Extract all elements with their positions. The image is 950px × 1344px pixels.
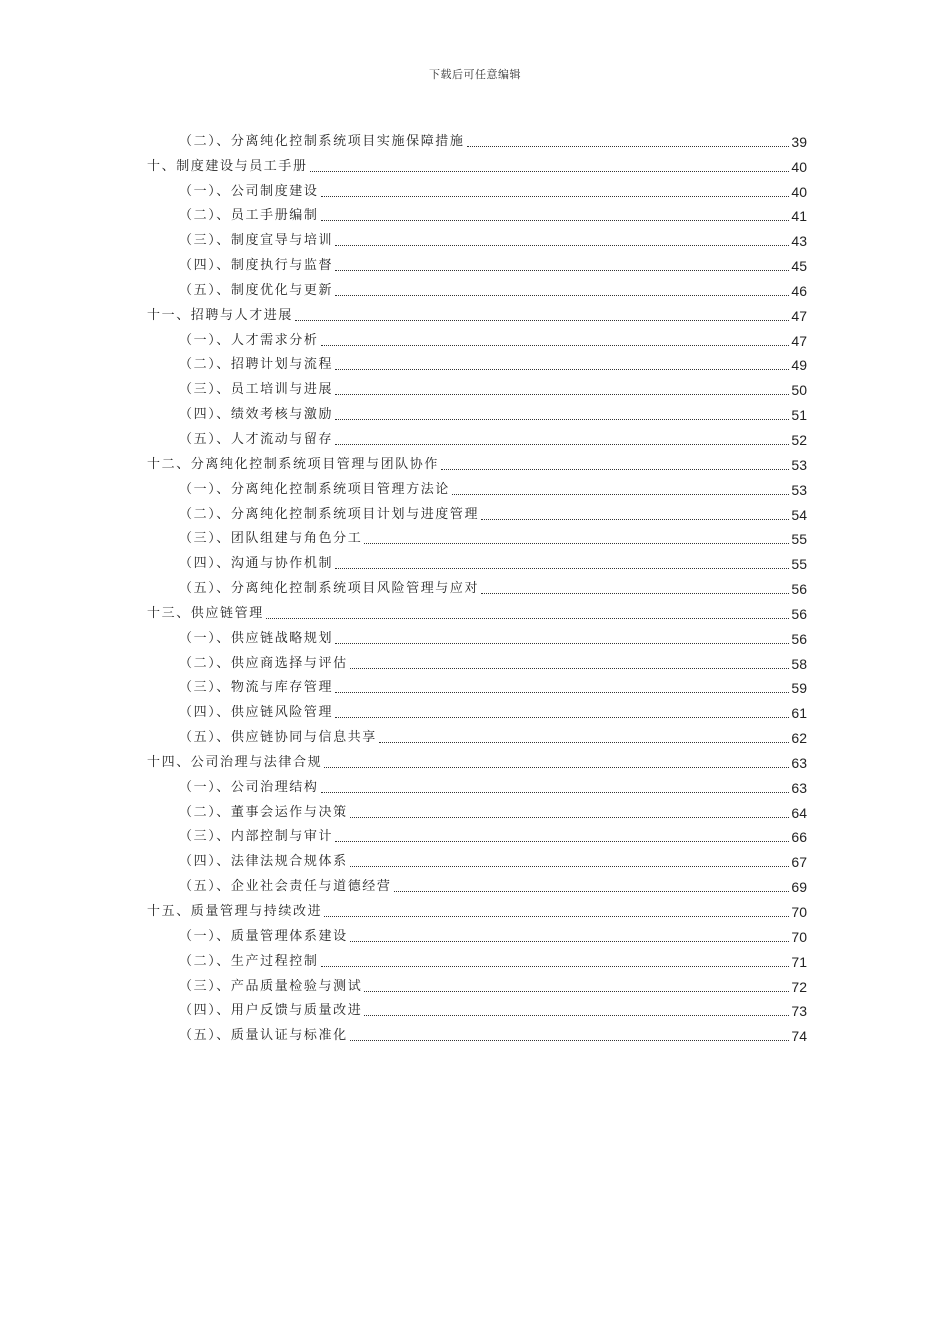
toc-entry-label: 十三、供应链管理 [147, 605, 264, 621]
toc-section-entry[interactable] [147, 722, 807, 747]
toc-entry-label: 十二、分离纯化控制系统项目管理与团队协作 [147, 456, 440, 472]
toc-page-number: 70 [791, 928, 807, 945]
toc-section-entry[interactable] [147, 126, 807, 151]
toc-dot-leader [350, 941, 790, 942]
toc-page-number: 54 [791, 506, 807, 523]
toc-entry-label: （四）、供应链风险管理 [179, 705, 334, 721]
toc-section-entry[interactable] [147, 921, 807, 946]
toc-section-entry[interactable] [147, 350, 807, 375]
toc-page-number: 50 [791, 382, 807, 399]
toc-entry-label: （四）、法律法规合规体系 [179, 854, 348, 870]
toc-section-entry[interactable] [147, 524, 807, 549]
toc-section-entry[interactable] [147, 946, 807, 971]
toc-dot-leader [321, 345, 790, 346]
toc-entry-label: （二）、招聘计划与流程 [179, 357, 334, 373]
toc-entry-label: （三）、制度宣导与培训 [179, 233, 334, 249]
toc-dot-leader [324, 916, 789, 917]
toc-entry-label: （二）、董事会运作与决策 [179, 804, 348, 820]
toc-page-number: 53 [791, 456, 807, 473]
toc-chapter-entry[interactable] [147, 449, 807, 474]
toc-chapter-entry[interactable] [147, 151, 807, 176]
toc-entry-label: （一）、人才需求分析 [179, 332, 319, 348]
toc-section-entry[interactable] [147, 176, 807, 201]
toc-dot-leader [350, 1040, 790, 1041]
toc-entry-label: （一）、公司制度建设 [179, 183, 319, 199]
toc-page-number: 69 [791, 879, 807, 896]
toc-section-entry[interactable] [147, 971, 807, 996]
toc-page-number: 41 [791, 208, 807, 225]
toc-dot-leader [364, 991, 789, 992]
toc-dot-leader [310, 171, 790, 172]
toc-section-entry[interactable] [147, 275, 807, 300]
toc-page-number: 55 [791, 556, 807, 573]
toc-entry-label: （二）、分离纯化控制系统项目计划与进度管理 [179, 506, 480, 522]
toc-page-number: 63 [791, 779, 807, 796]
toc-entry-label: 十一、招聘与人才进展 [147, 307, 294, 323]
toc-entry-label: （四）、绩效考核与激励 [179, 407, 334, 423]
toc-page-number: 47 [791, 332, 807, 349]
toc-dot-leader [321, 966, 790, 967]
toc-page-number: 56 [791, 581, 807, 598]
toc-section-entry[interactable] [147, 424, 807, 449]
toc-dot-leader [452, 494, 790, 495]
toc-dot-leader [321, 196, 790, 197]
toc-entry-label: （五）、供应链协同与信息共享 [179, 730, 377, 746]
toc-dot-leader [324, 767, 789, 768]
toc-dot-leader [350, 817, 790, 818]
toc-dot-leader [350, 866, 790, 867]
toc-page-number: 58 [791, 655, 807, 672]
toc-page-number: 59 [791, 680, 807, 697]
toc-entry-label: （二）、供应商选择与评估 [179, 655, 348, 671]
toc-dot-leader [321, 792, 790, 793]
toc-section-entry[interactable] [147, 697, 807, 722]
toc-entry-label: （一）、供应链战略规划 [179, 630, 334, 646]
toc-dot-leader [295, 320, 789, 321]
toc-page-number: 62 [791, 730, 807, 747]
toc-page-number: 63 [791, 754, 807, 771]
toc-dot-leader [335, 444, 789, 445]
toc-section-entry[interactable] [147, 201, 807, 226]
toc-section-entry[interactable] [147, 374, 807, 399]
toc-section-entry[interactable] [147, 871, 807, 896]
toc-section-entry[interactable] [147, 1020, 807, 1045]
page-header: 下载后可任意编辑 [429, 68, 521, 81]
toc-dot-leader [335, 245, 789, 246]
toc-section-entry[interactable] [147, 474, 807, 499]
toc-page-number: 64 [791, 804, 807, 821]
toc-page-number: 47 [791, 307, 807, 324]
toc-chapter-entry[interactable] [147, 747, 807, 772]
toc-chapter-entry[interactable] [147, 598, 807, 623]
toc-section-entry[interactable] [147, 399, 807, 424]
toc-entry-label: （二）、员工手册编制 [179, 208, 319, 224]
table-of-contents [147, 126, 807, 1045]
toc-dot-leader [379, 742, 790, 743]
toc-section-entry[interactable] [147, 225, 807, 250]
toc-dot-leader [364, 1015, 789, 1016]
toc-entry-label: （二）、生产过程控制 [179, 953, 319, 969]
toc-page-number: 45 [791, 258, 807, 275]
toc-dot-leader [350, 668, 790, 669]
toc-dot-leader [335, 568, 789, 569]
toc-page-number: 70 [791, 904, 807, 920]
toc-section-entry[interactable] [147, 573, 807, 598]
toc-dot-leader [335, 419, 789, 420]
toc-dot-leader [335, 692, 789, 693]
toc-entry-label: （三）、员工培训与进展 [179, 382, 334, 398]
toc-dot-leader [364, 543, 789, 544]
toc-page-number: 40 [791, 158, 807, 175]
toc-page-number: 71 [791, 953, 807, 970]
toc-entry-label: （五）、分离纯化控制系统项目风险管理与应对 [179, 581, 480, 597]
toc-dot-leader [394, 891, 790, 892]
toc-dot-leader [481, 593, 789, 594]
toc-dot-leader [467, 146, 790, 147]
toc-entry-label: （四）、制度执行与监督 [179, 258, 334, 274]
toc-entry-label: （四）、沟通与协作机制 [179, 556, 334, 572]
toc-entry-label: （五）、人才流动与留存 [179, 431, 334, 447]
toc-section-entry[interactable] [147, 996, 807, 1021]
toc-dot-leader [321, 220, 790, 221]
toc-entry-label: （四）、用户反馈与质量改进 [179, 1003, 363, 1019]
toc-entry-label: （三）、物流与库存管理 [179, 680, 334, 696]
toc-dot-leader [335, 270, 789, 271]
toc-dot-leader [481, 519, 789, 520]
toc-entry-label: （五）、企业社会责任与道德经营 [179, 879, 392, 895]
toc-dot-leader [335, 394, 789, 395]
toc-page-number: 43 [791, 233, 807, 250]
toc-dot-leader [266, 618, 790, 619]
toc-section-entry[interactable] [147, 846, 807, 871]
toc-dot-leader [335, 295, 789, 296]
toc-section-entry[interactable] [147, 499, 807, 524]
toc-dot-leader [335, 841, 789, 842]
toc-entry-label: （五）、质量认证与标准化 [179, 1028, 348, 1044]
toc-chapter-entry[interactable] [147, 896, 807, 921]
toc-entry-label: 十五、质量管理与持续改进 [147, 904, 323, 919]
toc-dot-leader [335, 717, 789, 718]
toc-entry-label: （五）、制度优化与更新 [179, 282, 334, 298]
toc-page-number: 61 [791, 705, 807, 722]
toc-entry-label: 十四、公司治理与法律合规 [147, 754, 323, 770]
toc-page-number: 74 [791, 1028, 807, 1045]
toc-entry-label: （三）、团队组建与角色分工 [179, 531, 363, 547]
toc-section-entry[interactable] [147, 772, 807, 797]
toc-dot-leader [335, 643, 789, 644]
toc-page-number: 73 [791, 1003, 807, 1020]
toc-entry-label: 十、制度建设与员工手册 [147, 158, 308, 174]
toc-entry-label: （三）、内部控制与审计 [179, 829, 334, 845]
toc-chapter-entry[interactable] [147, 300, 807, 325]
toc-section-entry[interactable] [147, 797, 807, 822]
toc-entry-label: （二）、分离纯化控制系统项目实施保障措施 [179, 133, 465, 149]
toc-entry-label: （一）、公司治理结构 [179, 779, 319, 795]
toc-page-number: 55 [791, 531, 807, 548]
toc-page-number: 46 [791, 282, 807, 299]
toc-page-number: 39 [791, 133, 807, 150]
toc-section-entry[interactable] [147, 250, 807, 275]
toc-section-entry[interactable] [147, 648, 807, 673]
toc-page-number: 56 [791, 605, 807, 622]
toc-entry-label: （一）、质量管理体系建设 [179, 928, 348, 944]
toc-dot-leader [335, 369, 789, 370]
toc-section-entry[interactable] [147, 822, 807, 847]
toc-section-entry[interactable] [147, 325, 807, 350]
toc-page-number: 67 [791, 854, 807, 871]
toc-page-number: 40 [791, 183, 807, 200]
toc-section-entry[interactable] [147, 548, 807, 573]
toc-page-number: 51 [791, 407, 807, 424]
toc-page-number: 66 [791, 829, 807, 846]
toc-page-number: 52 [791, 431, 807, 448]
toc-page-number: 53 [791, 481, 807, 498]
toc-section-entry[interactable] [147, 673, 807, 698]
toc-dot-leader [441, 469, 789, 470]
toc-entry-label: （一）、分离纯化控制系统项目管理方法论 [179, 481, 450, 497]
toc-entry-label: （三）、产品质量检验与测试 [179, 978, 363, 994]
toc-page-number: 72 [791, 978, 807, 995]
toc-page-number: 56 [791, 630, 807, 647]
toc-section-entry[interactable] [147, 623, 807, 648]
toc-page-number: 49 [791, 357, 807, 374]
